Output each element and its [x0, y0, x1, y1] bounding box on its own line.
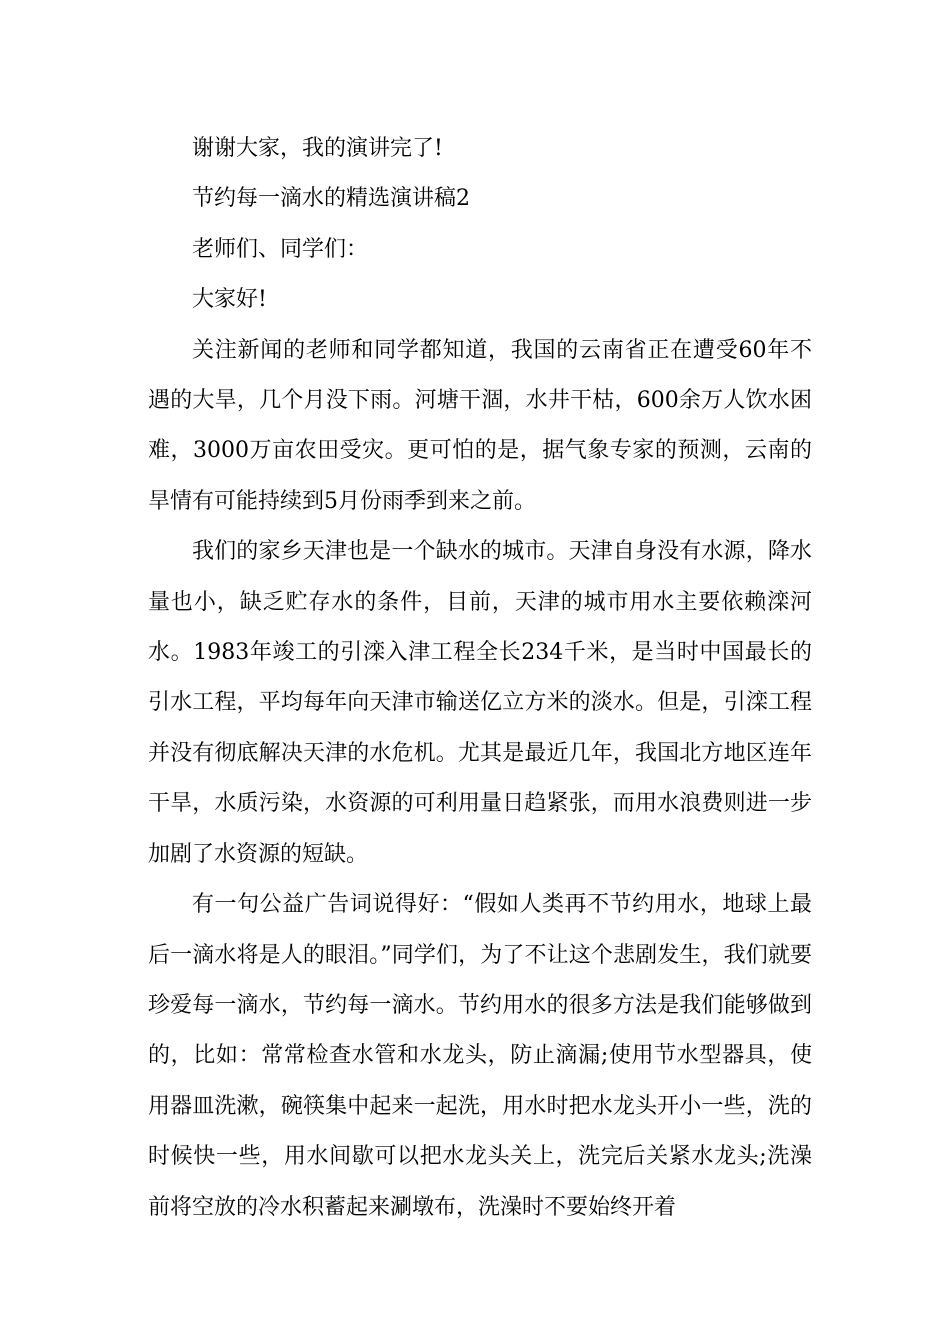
document-body [148, 124, 812, 1233]
salutation: 老师们、同学们： [192, 236, 369, 262]
paragraph-saving-methods: 有一句公益广告词说得好：“假如人类再不节约用水，地球上最后一滴水将是人的眼泪。”同学们，为了不让这个悲剧发生，我们就要珍爱每一滴水，节约每一滴水。节约用水的很多方法是我们能够做到的，比如：常常检查水管和水龙头，防止滴漏;使用节水型器具，使用器皿洗漱，碗筷集中起来一起洗，用水时把水龙头开小一些，洗的时候快一些，用水间歇可以把水龙头关上，洗完后关紧水龙头;洗澡前将空放的冷水积蓄起来涮墩布，洗澡时不要始终开着 [148, 892, 812, 1220]
greeting: 大家好! [192, 287, 267, 313]
closing-line: 谢谢大家，我的演讲完了! [192, 136, 443, 161]
paragraph-tianjin-water: 我们的家乡天津也是一个缺水的城市。天津自身没有水源，降水量也小，缺乏贮存水的条件，目前，天津的城市用水主要依赖滦河水。1983年竣工的引滦入津工程全长234千米，是当时中国最长的引水工程，平均每年向天津市输送亿立方米的淡水。但是，引滦工程并没有彻底解决天津的水危机。尤其是最近几年，我国北方地区连年干旱，水质污染，水资源的可利用量日趋紧张，而用水浪费则进一步加剧了水资源的短缺。 [148, 539, 812, 867]
paragraph-yunnan-drought: 关注新闻的老师和同学都知道，我国的云南省正在遭受60年不遇的大旱，几个月没下雨。河塘干涸，水井干枯，600余万人饮水困难，3000万亩农田受灾。更可怕的是，据气象专家的预测，云南的旱情有可能持续到5月份雨季到来之前。 [148, 337, 812, 514]
speech-title: 节约每一滴水的精选演讲稿2 [192, 186, 470, 212]
